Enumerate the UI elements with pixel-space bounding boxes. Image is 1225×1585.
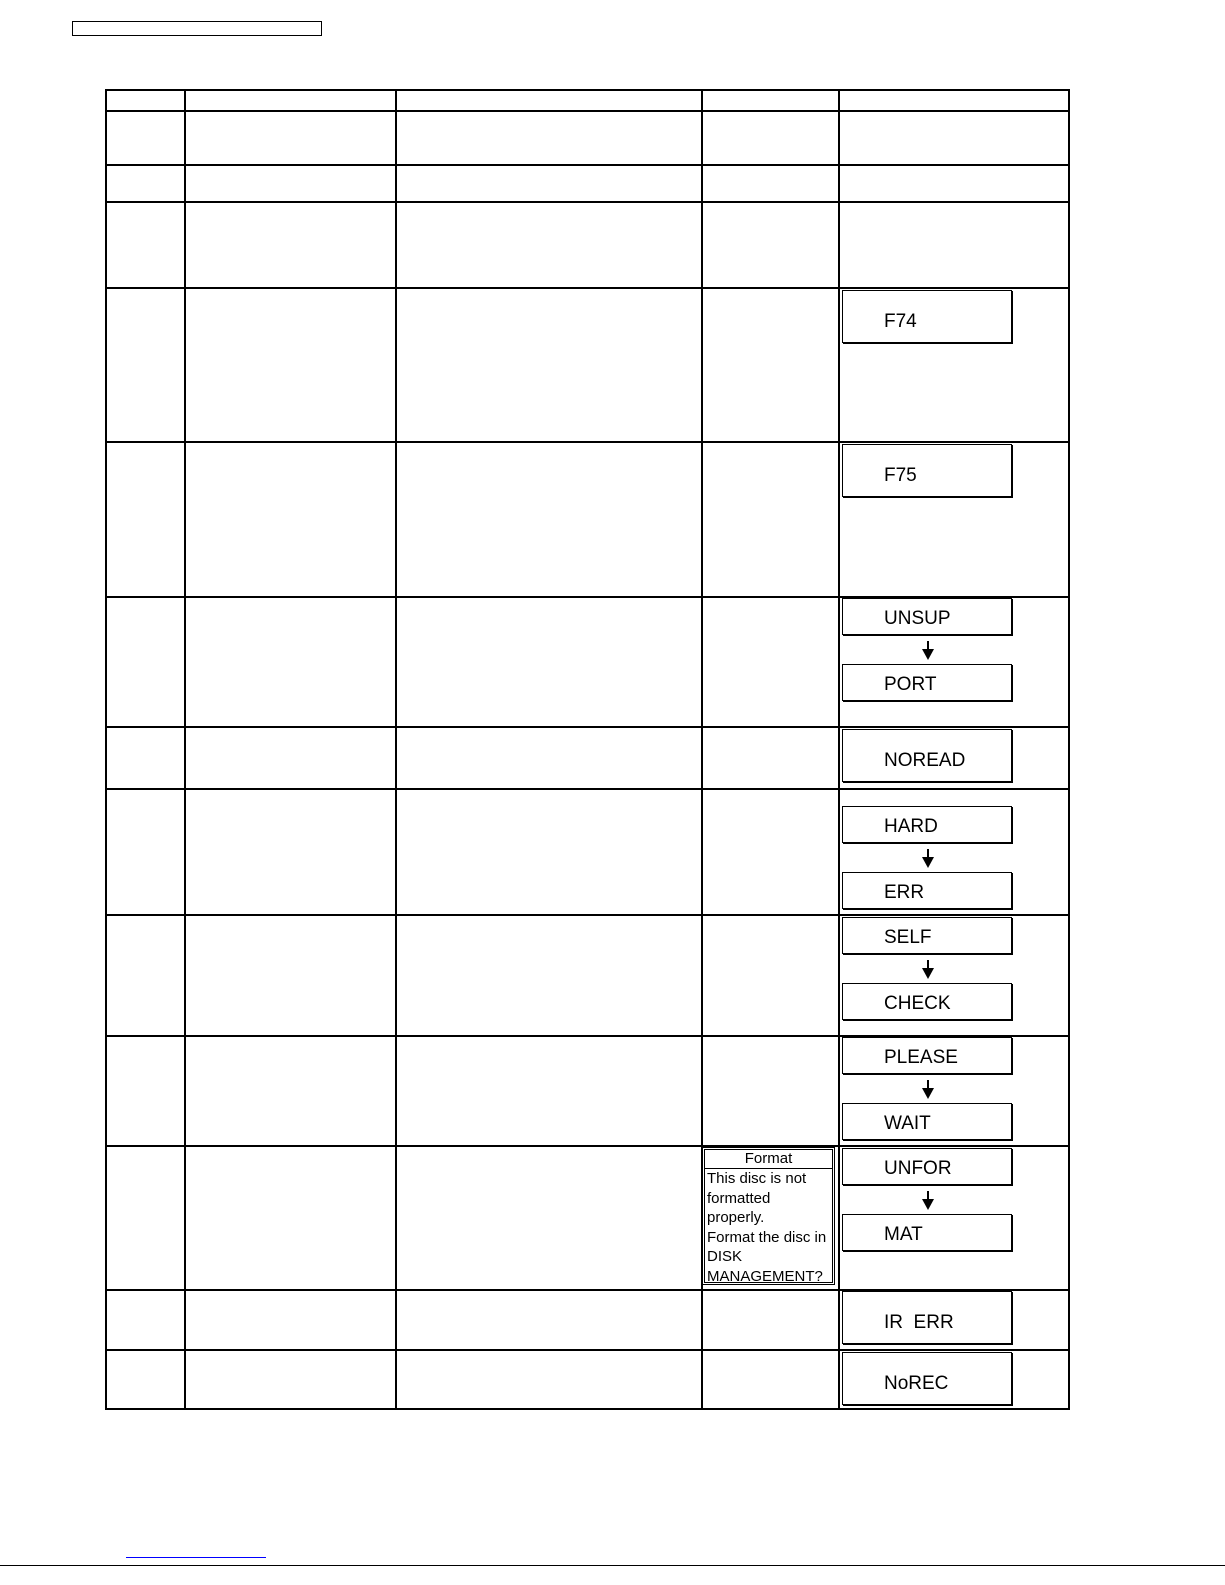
osd-line: properly.: [707, 1209, 765, 1226]
display-please: [842, 1037, 1012, 1074]
row-divider: [107, 788, 1068, 790]
osd-line: Format the disc in: [707, 1228, 827, 1246]
display-err: [842, 872, 1012, 909]
footer-link[interactable]: [126, 1557, 266, 1558]
display-check: [842, 983, 1012, 1020]
display-text: PORT: [884, 674, 937, 695]
row-divider: [107, 201, 1068, 203]
osd-line: formatted: [707, 1189, 771, 1207]
display-noread: [842, 729, 1012, 782]
osd-body: [705, 1169, 832, 1286]
display-wait: [842, 1103, 1012, 1140]
header-box: [72, 21, 322, 36]
row-divider: [107, 726, 1068, 728]
osd-line: DISK: [707, 1248, 743, 1265]
display-text: ERR: [884, 882, 925, 903]
display-norec: [842, 1352, 1012, 1405]
row-divider: [107, 441, 1068, 443]
display-text: UNSUP: [884, 608, 951, 629]
display-text: F75: [884, 465, 917, 486]
display-text: MAT: [884, 1224, 923, 1245]
osd-title: Format: [705, 1150, 832, 1169]
row-divider: [107, 1145, 1068, 1147]
display-text: NOREAD: [884, 750, 966, 771]
display-unsup: [842, 598, 1012, 635]
display-self: [842, 917, 1012, 954]
display-unfor: [842, 1148, 1012, 1185]
display-f74: [842, 290, 1012, 343]
display-mat: [842, 1214, 1012, 1251]
row-divider: [107, 914, 1068, 916]
display-text: WAIT: [884, 1113, 931, 1134]
display-text: SELF: [884, 927, 932, 948]
display-text: F74: [884, 311, 917, 332]
row-divider: [107, 1349, 1068, 1351]
osd-line: MANAGEMENT?: [707, 1267, 823, 1285]
row-divider: [107, 164, 1068, 166]
display-port: [842, 664, 1012, 701]
display-text: UNFOR: [884, 1158, 952, 1179]
display-text: PLEASE: [884, 1047, 958, 1068]
display-f75: [842, 444, 1012, 497]
row-divider: [107, 287, 1068, 289]
osd-line: This disc is not: [707, 1170, 807, 1187]
footer-divider: [0, 1565, 1225, 1566]
display-text: NoREC: [884, 1373, 949, 1394]
display-hard: [842, 806, 1012, 843]
display-text: IR ERR: [884, 1312, 954, 1333]
display-text: HARD: [884, 816, 938, 837]
display-ir-err: [842, 1291, 1012, 1344]
display-text: CHECK: [884, 993, 951, 1014]
row-divider: [107, 110, 1068, 112]
format-osd-message: [702, 1147, 835, 1285]
